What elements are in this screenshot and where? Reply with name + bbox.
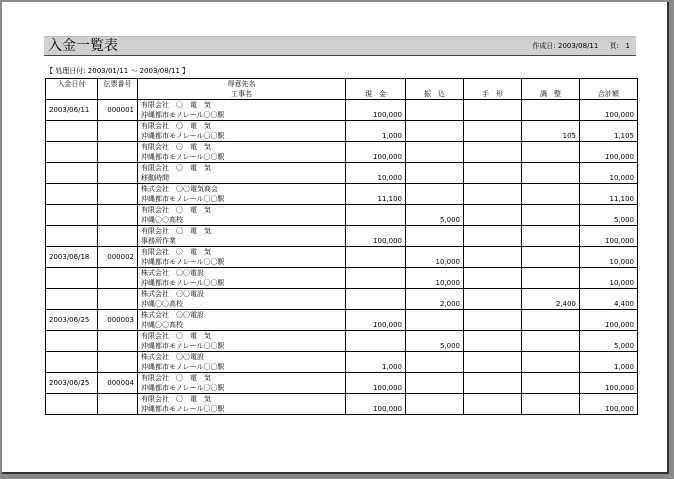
- cell-adjust: [522, 331, 580, 352]
- col-total-header: 合計額: [580, 79, 638, 100]
- created-label: 作成日:: [532, 42, 556, 50]
- cell-customer: 有限会社 〇 電 気: [138, 163, 346, 174]
- cell-customer: 有限会社 〇 電 気: [138, 121, 346, 132]
- cell-bill: [464, 247, 522, 268]
- cell-project: 沖縄都市モノレール〇〇駅: [138, 341, 346, 352]
- cell-cash: 100,000: [346, 373, 406, 394]
- title-bar: [44, 36, 636, 56]
- cell-project: 沖縄都市モノレール〇〇駅: [138, 278, 346, 289]
- cell-bill: [464, 163, 522, 184]
- cell-adjust: [522, 163, 580, 184]
- page-label: 頁:: [609, 42, 619, 50]
- cell-bill: [464, 184, 522, 205]
- cell-transfer: [406, 121, 464, 142]
- cell-date: [46, 331, 98, 352]
- col-bill-header: 手 形: [464, 79, 522, 100]
- cell-cash: [346, 289, 406, 310]
- cell-customer: 有限会社 〇 電 気: [138, 394, 346, 405]
- cell-date: [46, 205, 98, 226]
- cell-adjust: [522, 142, 580, 163]
- cell-cash: 100,000: [346, 142, 406, 163]
- cell-slip: 000001: [98, 100, 138, 121]
- cell-total: 100,000: [580, 142, 638, 163]
- col-customer-header: 得意先名: [138, 79, 346, 90]
- cell-project: 沖縄都市モノレール〇〇駅: [138, 194, 346, 205]
- cell-adjust: 2,400: [522, 289, 580, 310]
- cell-total: 10,000: [580, 247, 638, 268]
- cell-bill: [464, 121, 522, 142]
- cell-total: 1,105: [580, 121, 638, 142]
- cell-adjust: [522, 205, 580, 226]
- cell-adjust: [522, 247, 580, 268]
- cell-slip: 000003: [98, 310, 138, 331]
- cell-bill: [464, 268, 522, 289]
- cell-date: [46, 289, 98, 310]
- cell-bill: [464, 100, 522, 121]
- cell-transfer: [406, 373, 464, 394]
- cell-project: 沖縄〇〇高校: [138, 320, 346, 331]
- cell-date: [46, 184, 98, 205]
- table-row: [46, 373, 638, 384]
- report-meta: [532, 41, 630, 51]
- header-row-1: [46, 79, 638, 90]
- cell-slip: 000004: [98, 373, 138, 394]
- cell-slip: [98, 163, 138, 184]
- cell-date: [46, 352, 98, 373]
- cell-total: 11,100: [580, 184, 638, 205]
- table-row: [46, 247, 638, 258]
- cell-adjust: [522, 184, 580, 205]
- cell-project: 沖縄都市モノレール〇〇駅: [138, 110, 346, 121]
- cell-project: 沖縄都市モノレール〇〇駅: [138, 257, 346, 268]
- cell-total: 100,000: [580, 394, 638, 415]
- cell-adjust: 105: [522, 121, 580, 142]
- cell-project: 沖縄都市モノレール〇〇駅: [138, 404, 346, 415]
- cell-total: 100,000: [580, 226, 638, 247]
- cell-slip: [98, 268, 138, 289]
- cell-bill: [464, 226, 522, 247]
- cell-adjust: [522, 100, 580, 121]
- cell-cash: [346, 247, 406, 268]
- cell-date: [46, 268, 98, 289]
- cell-slip: [98, 184, 138, 205]
- cell-cash: 10,000: [346, 163, 406, 184]
- cell-customer: 有限会社 〇 電 気: [138, 247, 346, 258]
- cell-date: [46, 142, 98, 163]
- cell-transfer: [406, 352, 464, 373]
- cell-date: 2003/06/18: [46, 247, 98, 268]
- cell-project: 沖縄都市モノレール〇〇駅: [138, 152, 346, 163]
- cell-slip: [98, 142, 138, 163]
- cell-bill: [464, 331, 522, 352]
- page-number: 1: [625, 42, 630, 50]
- cell-transfer: [406, 394, 464, 415]
- cell-cash: [346, 331, 406, 352]
- cell-total: 1,000: [580, 352, 638, 373]
- table-body: [46, 100, 638, 415]
- cell-transfer: [406, 163, 464, 184]
- cell-adjust: [522, 310, 580, 331]
- cell-slip: [98, 226, 138, 247]
- col-cash-header: 現 金: [346, 79, 406, 100]
- table-row: [46, 205, 638, 216]
- cell-bill: [464, 394, 522, 415]
- cell-customer: 有限会社 〇 電 気: [138, 373, 346, 384]
- cell-bill: [464, 289, 522, 310]
- cell-project: 沖縄〇〇高校: [138, 215, 346, 226]
- cell-slip: [98, 121, 138, 142]
- cell-customer: 株式会社 〇〇電設: [138, 268, 346, 279]
- table-row: [46, 352, 638, 363]
- cell-total: 5,000: [580, 205, 638, 226]
- col-slip-header: 伝票番号: [98, 79, 138, 100]
- cell-total: 10,000: [580, 268, 638, 289]
- cell-customer: 有限会社 〇 電 気: [138, 331, 346, 342]
- cell-customer: 有限会社 〇 電 気: [138, 226, 346, 237]
- cell-total: 4,400: [580, 289, 638, 310]
- cell-slip: [98, 394, 138, 415]
- cell-transfer: 2,000: [406, 289, 464, 310]
- cell-bill: [464, 205, 522, 226]
- cell-bill: [464, 310, 522, 331]
- cell-slip: 000002: [98, 247, 138, 268]
- cell-adjust: [522, 352, 580, 373]
- cell-project: 沖縄都市モノレール〇〇駅: [138, 131, 346, 142]
- col-date-header: 入金日付: [46, 79, 98, 100]
- table-row: [46, 289, 638, 300]
- cell-bill: [464, 373, 522, 394]
- cell-date: 2003/06/25: [46, 310, 98, 331]
- cell-slip: [98, 352, 138, 373]
- cell-date: [46, 121, 98, 142]
- cell-customer: 有限会社 〇 電 気: [138, 100, 346, 111]
- cell-customer: 株式会社 〇〇電設: [138, 289, 346, 300]
- cell-transfer: 5,000: [406, 331, 464, 352]
- cell-total: 100,000: [580, 310, 638, 331]
- cell-cash: 1,000: [346, 121, 406, 142]
- cell-adjust: [522, 226, 580, 247]
- col-project-header: 工事名: [138, 89, 346, 100]
- cell-date: 2003/06/11: [46, 100, 98, 121]
- report-page: [2, 2, 669, 474]
- col-adjust-header: 調 整: [522, 79, 580, 100]
- col-transfer-header: 振 込: [406, 79, 464, 100]
- cell-cash: 11,100: [346, 184, 406, 205]
- cell-project: 沖縄〇〇高校: [138, 299, 346, 310]
- cell-slip: [98, 331, 138, 352]
- cell-adjust: [522, 268, 580, 289]
- table-row: [46, 121, 638, 132]
- date-range: 【 処理日付: 2003/01/11 ～ 2003/08/11 】: [46, 67, 190, 75]
- table-row: [46, 394, 638, 405]
- cell-adjust: [522, 373, 580, 394]
- cell-cash: 1,000: [346, 352, 406, 373]
- cell-project: 事務所作業: [138, 236, 346, 247]
- cell-project: 移動時間: [138, 173, 346, 184]
- cell-date: 2003/06/25: [46, 373, 98, 394]
- cell-cash: 100,000: [346, 310, 406, 331]
- cell-transfer: [406, 226, 464, 247]
- cell-date: [46, 226, 98, 247]
- payment-table: [45, 78, 638, 415]
- cell-total: 10,000: [580, 163, 638, 184]
- cell-date: [46, 394, 98, 415]
- table-row: [46, 100, 638, 111]
- cell-adjust: [522, 394, 580, 415]
- cell-customer: 有限会社 〇 電 気: [138, 205, 346, 216]
- cell-slip: [98, 289, 138, 310]
- table-row: [46, 184, 638, 195]
- table-row: [46, 163, 638, 174]
- cell-customer: 株式会社 〇〇電設: [138, 352, 346, 363]
- table-row: [46, 226, 638, 237]
- cell-project: 沖縄都市モノレール〇〇駅: [138, 383, 346, 394]
- cell-transfer: [406, 184, 464, 205]
- cell-cash: [346, 205, 406, 226]
- table-row: [46, 331, 638, 342]
- cell-slip: [98, 205, 138, 226]
- cell-transfer: [406, 100, 464, 121]
- cell-total: 100,000: [580, 373, 638, 394]
- created-date: 2003/08/11: [557, 42, 599, 50]
- cell-date: [46, 163, 98, 184]
- cell-cash: 100,000: [346, 226, 406, 247]
- table-row: [46, 310, 638, 321]
- report-title: 入金一覧表: [48, 38, 118, 54]
- cell-cash: [346, 268, 406, 289]
- cell-total: 5,000: [580, 331, 638, 352]
- cell-bill: [464, 142, 522, 163]
- cell-cash: 100,000: [346, 100, 406, 121]
- cell-customer: 株式会社 〇〇電気商会: [138, 184, 346, 195]
- cell-transfer: [406, 310, 464, 331]
- cell-transfer: 10,000: [406, 268, 464, 289]
- cell-customer: 株式会社 〇〇電設: [138, 310, 346, 321]
- cell-total: 100,000: [580, 100, 638, 121]
- cell-project: 沖縄都市モノレール〇〇駅: [138, 362, 346, 373]
- cell-transfer: 10,000: [406, 247, 464, 268]
- table-row: [46, 268, 638, 279]
- cell-customer: 有限会社 〇 電 気: [138, 142, 346, 153]
- table-row: [46, 142, 638, 153]
- cell-transfer: [406, 142, 464, 163]
- cell-transfer: 5,000: [406, 205, 464, 226]
- cell-bill: [464, 352, 522, 373]
- cell-cash: 100,000: [346, 394, 406, 415]
